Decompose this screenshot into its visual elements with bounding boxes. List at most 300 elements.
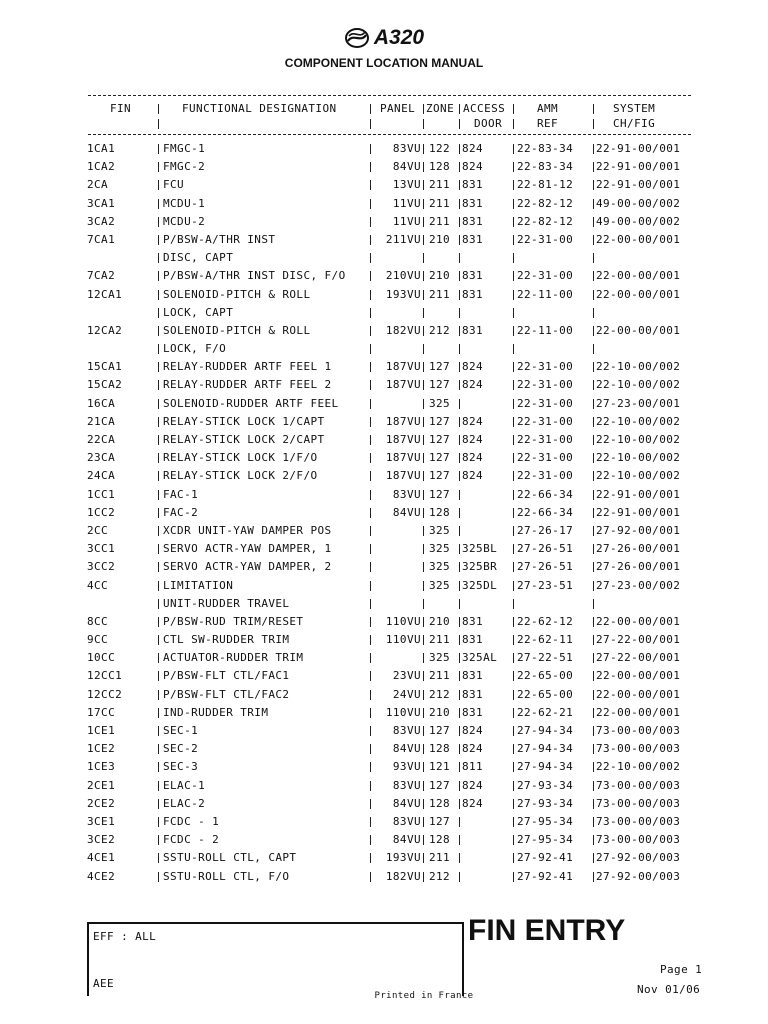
panel-cell: 187VU <box>385 378 421 392</box>
col-separator <box>513 799 514 809</box>
fin-cell: 1CA1 <box>87 142 116 155</box>
zone-cell: 211 <box>429 214 451 228</box>
col-separator <box>513 581 514 591</box>
col-separator <box>459 380 460 390</box>
table-row <box>0 288 768 306</box>
access-door-cell: 824 <box>462 414 484 428</box>
table-row <box>0 360 768 378</box>
col-separator <box>513 635 514 645</box>
col-separator <box>370 544 371 554</box>
col-zone: ZONE <box>426 102 455 115</box>
amm-ref-cell: 22-62-11 <box>517 633 574 647</box>
col-separator <box>459 690 460 700</box>
zone-cell: 127 <box>429 360 451 374</box>
col-separator <box>513 653 514 663</box>
col-separator <box>459 362 460 372</box>
col-separator <box>158 635 159 645</box>
system-chfig-cell: 22-10-00/002 <box>596 378 681 392</box>
col-separator <box>593 362 594 372</box>
col-separator <box>459 762 460 772</box>
col-separator <box>593 508 594 518</box>
system-chfig-cell: 27-92-00/003 <box>596 869 681 883</box>
zone-cell: 325 <box>429 523 451 537</box>
col-separator <box>158 508 159 518</box>
col-separator <box>513 453 514 463</box>
system-chfig-cell: 27-22-00/001 <box>596 651 681 665</box>
amm-ref-cell: 27-93-34 <box>517 796 574 810</box>
amm-ref-cell: 27-92-41 <box>517 869 574 883</box>
col-separator <box>513 180 514 190</box>
col-separator <box>459 104 460 114</box>
table-row <box>0 251 768 269</box>
col-separator <box>423 326 424 336</box>
table-row <box>0 779 768 797</box>
table-row <box>0 797 768 815</box>
access-door-cell: 824 <box>462 796 484 810</box>
zone-cell: 128 <box>429 796 451 810</box>
col-separator <box>158 144 159 154</box>
col-separator <box>423 180 424 190</box>
column-header <box>0 100 768 130</box>
col-separator <box>593 526 594 536</box>
table-row <box>0 579 768 597</box>
col-separator <box>158 453 159 463</box>
col-separator <box>459 417 460 427</box>
access-door-cell: 325BR <box>462 560 498 574</box>
access-door-cell: 824 <box>462 451 484 465</box>
table-row <box>0 415 768 433</box>
amm-ref-cell: 22-81-12 <box>517 178 574 192</box>
top-dashed-rule <box>88 95 691 96</box>
col-separator <box>158 562 159 572</box>
zone-cell: 210 <box>429 705 451 719</box>
col-separator <box>513 744 514 754</box>
col-amm: AMM <box>537 102 559 115</box>
col-separator <box>513 104 514 114</box>
col-separator <box>423 581 424 591</box>
panel-cell: 84VU <box>392 796 421 810</box>
aee-label: AEE <box>93 977 115 990</box>
amm-ref-cell: 22-62-12 <box>517 614 574 628</box>
col-separator <box>593 162 594 172</box>
amm-ref-cell: 22-82-12 <box>517 214 574 228</box>
col-separator <box>423 526 424 536</box>
access-door-cell: 831 <box>462 196 484 210</box>
access-door-cell: 325DL <box>462 578 498 592</box>
col-separator <box>158 671 159 681</box>
panel-cell: 110VU <box>385 705 421 719</box>
functional-designation-cell: FAC-1 <box>163 487 199 501</box>
col-separator <box>593 872 594 882</box>
fin-cell: 4CE2 <box>87 869 116 883</box>
table-row <box>0 178 768 196</box>
fin-cell: 15CA1 <box>87 360 123 374</box>
fin-cell: 12CA2 <box>87 323 123 337</box>
zone-cell: 212 <box>429 323 451 337</box>
col-separator <box>158 271 159 281</box>
zone-cell: 127 <box>429 487 451 501</box>
col-separator <box>423 671 424 681</box>
panel-cell: 83VU <box>392 778 421 792</box>
col-separator <box>423 344 424 354</box>
col-separator <box>459 599 460 609</box>
zone-cell: 211 <box>429 287 451 301</box>
access-door-cell: 824 <box>462 778 484 792</box>
fin-cell: 4CC <box>87 578 109 592</box>
zone-cell: 325 <box>429 578 451 592</box>
col-separator <box>423 199 424 209</box>
col-separator <box>158 690 159 700</box>
col-separator <box>158 544 159 554</box>
system-chfig-cell: 73-00-00/003 <box>596 796 681 810</box>
zone-cell: 325 <box>429 651 451 665</box>
zone-cell: 212 <box>429 869 451 883</box>
col-separator <box>459 490 460 500</box>
col-separator <box>593 817 594 827</box>
airbus-logo-icon <box>344 27 370 49</box>
col-separator <box>423 119 424 129</box>
col-separator <box>370 344 371 354</box>
col-separator <box>459 162 460 172</box>
col-separator <box>158 762 159 772</box>
col-fin: FIN <box>110 102 132 115</box>
panel-cell: 182VU <box>385 323 421 337</box>
col-separator <box>513 708 514 718</box>
table-row <box>0 615 768 633</box>
col-separator <box>593 653 594 663</box>
access-door-cell: 831 <box>462 178 484 192</box>
panel-cell: 84VU <box>392 505 421 519</box>
effectivity-label: EFF : ALL <box>93 930 157 943</box>
col-access-door: DOOR <box>474 117 503 130</box>
col-separator <box>513 562 514 572</box>
system-chfig-cell: 22-00-00/001 <box>596 269 681 283</box>
col-separator <box>423 635 424 645</box>
col-separator <box>158 471 159 481</box>
col-separator <box>459 708 460 718</box>
col-separator <box>513 144 514 154</box>
revision-date: Nov 01/06 <box>637 983 701 996</box>
amm-ref-cell: 22-83-34 <box>517 160 574 174</box>
col-separator <box>158 199 159 209</box>
fin-cell: 2CA <box>87 178 109 192</box>
panel-cell: 84VU <box>392 833 421 847</box>
panel-cell: 110VU <box>385 614 421 628</box>
col-separator <box>370 308 371 318</box>
col-separator <box>459 508 460 518</box>
access-door-cell: 325AL <box>462 651 498 665</box>
fin-cell: 10CC <box>87 651 116 665</box>
col-separator <box>513 599 514 609</box>
fin-cell: 3CA2 <box>87 214 116 228</box>
col-separator <box>459 435 460 445</box>
col-separator <box>459 817 460 827</box>
amm-ref-cell: 22-31-00 <box>517 269 574 283</box>
printed-in-label: Printed in France <box>374 991 474 1001</box>
panel-cell: 83VU <box>392 142 421 155</box>
zone-cell: 211 <box>429 851 451 865</box>
table-row <box>0 488 768 506</box>
fin-cell: 1CA2 <box>87 160 116 174</box>
zone-cell: 128 <box>429 505 451 519</box>
col-separator <box>158 417 159 427</box>
functional-designation-cell: SEC-1 <box>163 724 199 737</box>
col-separator <box>593 119 594 129</box>
col-separator <box>158 853 159 863</box>
col-separator <box>593 235 594 245</box>
col-separator <box>513 817 514 827</box>
functional-designation-cell: MCDU-1 <box>163 196 206 210</box>
zone-cell: 211 <box>429 633 451 647</box>
panel-cell: 84VU <box>392 160 421 174</box>
fin-table <box>0 142 768 888</box>
functional-designation-cell: IND-RUDDER TRIM <box>163 705 269 719</box>
col-separator <box>593 835 594 845</box>
zone-cell: 128 <box>429 160 451 174</box>
functional-designation-cell: ELAC-2 <box>163 796 206 810</box>
fin-cell: 2CE1 <box>87 778 116 792</box>
table-row <box>0 688 768 706</box>
col-separator <box>513 199 514 209</box>
system-chfig-cell: 22-00-00/001 <box>596 669 681 683</box>
system-chfig-cell: 27-23-00/002 <box>596 578 681 592</box>
col-separator <box>423 162 424 172</box>
col-separator <box>513 235 514 245</box>
fin-cell: 1CE3 <box>87 760 116 774</box>
col-separator <box>158 362 159 372</box>
zone-cell: 325 <box>429 560 451 574</box>
col-separator <box>593 399 594 409</box>
functional-designation-cell: SEC-2 <box>163 742 199 756</box>
table-row <box>0 433 768 451</box>
system-chfig-cell: 22-00-00/001 <box>596 705 681 719</box>
functional-designation-cell: SOLENOID-PITCH & ROLL <box>163 323 311 337</box>
col-separator <box>158 835 159 845</box>
col-separator <box>423 435 424 445</box>
manual-title: COMPONENT LOCATION MANUAL <box>284 56 484 70</box>
col-separator <box>423 217 424 227</box>
col-separator <box>593 799 594 809</box>
amm-ref-cell: 27-95-34 <box>517 814 574 828</box>
col-separator <box>459 399 460 409</box>
amm-ref-cell: 22-62-21 <box>517 705 574 719</box>
functional-designation-cell: FAC-2 <box>163 505 199 519</box>
col-separator <box>423 471 424 481</box>
col-separator <box>158 344 159 354</box>
col-separator <box>593 671 594 681</box>
system-chfig-cell: 49-00-00/002 <box>596 196 681 210</box>
table-row <box>0 633 768 651</box>
col-amm-ref: REF <box>537 117 559 130</box>
functional-designation-cell: ELAC-1 <box>163 778 206 792</box>
access-door-cell: 831 <box>462 323 484 337</box>
zone-cell: 127 <box>429 451 451 465</box>
functional-designation-cell: RELAY-RUDDER ARTF FEEL 2 <box>163 378 332 392</box>
col-separator <box>513 471 514 481</box>
col-separator <box>593 199 594 209</box>
col-separator <box>158 253 159 263</box>
table-row <box>0 378 768 396</box>
amm-ref-cell: 22-31-00 <box>517 469 574 483</box>
amm-ref-cell: 22-31-00 <box>517 396 574 410</box>
col-separator <box>593 344 594 354</box>
amm-ref-cell: 27-26-51 <box>517 560 574 574</box>
panel-cell: 187VU <box>385 360 421 374</box>
functional-designation-cell: SSTU-ROLL CTL, F/O <box>163 869 290 883</box>
panel-cell: 193VU <box>385 851 421 865</box>
col-separator <box>423 853 424 863</box>
col-separator <box>459 144 460 154</box>
col-panel: PANEL <box>380 102 416 115</box>
table-row <box>0 269 768 287</box>
col-separator <box>459 326 460 336</box>
col-separator <box>423 490 424 500</box>
col-separator <box>423 817 424 827</box>
zone-cell: 210 <box>429 614 451 628</box>
col-separator <box>513 253 514 263</box>
col-separator <box>158 290 159 300</box>
col-separator <box>158 380 159 390</box>
col-separator <box>158 235 159 245</box>
table-row <box>0 397 768 415</box>
system-chfig-cell: 27-23-00/001 <box>596 396 681 410</box>
col-separator <box>593 308 594 318</box>
col-separator <box>423 235 424 245</box>
system-chfig-cell: 73-00-00/003 <box>596 724 681 737</box>
access-door-cell: 831 <box>462 287 484 301</box>
col-separator <box>158 617 159 627</box>
col-separator <box>513 162 514 172</box>
col-separator <box>423 271 424 281</box>
col-separator <box>158 781 159 791</box>
access-door-cell: 824 <box>462 742 484 756</box>
col-separator <box>423 562 424 572</box>
functional-designation-cell: LOCK, CAPT <box>163 305 234 319</box>
fin-cell: 1CE2 <box>87 742 116 756</box>
col-separator <box>158 435 159 445</box>
col-separator <box>158 526 159 536</box>
amm-ref-cell: 22-31-00 <box>517 414 574 428</box>
functional-designation-cell: UNIT-RUDDER TRAVEL <box>163 596 290 610</box>
col-separator <box>593 417 594 427</box>
col-separator <box>459 271 460 281</box>
amm-ref-cell: 27-26-17 <box>517 523 574 537</box>
panel-cell: 11VU <box>392 196 421 210</box>
table-row <box>0 324 768 342</box>
col-separator <box>158 308 159 318</box>
access-door-cell: 831 <box>462 705 484 719</box>
col-separator <box>423 617 424 627</box>
amm-ref-cell: 22-31-00 <box>517 433 574 446</box>
fin-cell: 22CA <box>87 433 116 446</box>
panel-cell: 187VU <box>385 433 421 446</box>
functional-designation-cell: FCU <box>163 178 185 192</box>
col-separator <box>513 290 514 300</box>
system-chfig-cell: 22-10-00/002 <box>596 451 681 465</box>
col-separator <box>423 835 424 845</box>
col-separator <box>459 617 460 627</box>
col-separator <box>593 271 594 281</box>
col-separator <box>158 599 159 609</box>
col-separator <box>593 562 594 572</box>
fin-cell: 1CE1 <box>87 724 116 737</box>
col-separator <box>459 726 460 736</box>
col-separator <box>459 119 460 129</box>
functional-designation-cell: P/BSW-A/THR INST <box>163 232 276 246</box>
col-separator <box>459 290 460 300</box>
fin-cell: 3CA1 <box>87 196 116 210</box>
functional-designation-cell: SEC-3 <box>163 760 199 774</box>
system-chfig-cell: 73-00-00/003 <box>596 833 681 847</box>
amm-ref-cell: 22-11-00 <box>517 323 574 337</box>
system-chfig-cell: 73-00-00/003 <box>596 742 681 756</box>
col-separator <box>513 853 514 863</box>
col-separator <box>459 835 460 845</box>
access-door-cell: 325BL <box>462 542 498 556</box>
panel-cell: 211VU <box>385 232 421 246</box>
system-chfig-cell: 22-91-00/001 <box>596 487 681 501</box>
col-separator <box>158 217 159 227</box>
functional-designation-cell: FCDC - 2 <box>163 833 220 847</box>
col-separator <box>513 781 514 791</box>
panel-cell: 83VU <box>392 814 421 828</box>
access-door-cell: 824 <box>462 469 484 483</box>
zone-cell: 210 <box>429 232 451 246</box>
col-separator <box>513 344 514 354</box>
system-chfig-cell: 27-22-00/001 <box>596 633 681 647</box>
panel-cell: 187VU <box>385 414 421 428</box>
col-separator <box>459 453 460 463</box>
col-separator <box>513 217 514 227</box>
col-separator <box>423 599 424 609</box>
table-row <box>0 215 768 233</box>
col-separator <box>423 144 424 154</box>
access-door-cell: 824 <box>462 433 484 446</box>
fin-cell: 7CA1 <box>87 232 116 246</box>
panel-cell: 182VU <box>385 869 421 883</box>
zone-cell: 210 <box>429 269 451 283</box>
col-separator <box>459 199 460 209</box>
col-separator <box>593 544 594 554</box>
col-separator <box>459 471 460 481</box>
functional-designation-cell: CTL SW-RUDDER TRIM <box>163 633 290 647</box>
col-separator <box>158 490 159 500</box>
col-separator <box>593 599 594 609</box>
col-separator <box>593 435 594 445</box>
panel-cell: 210VU <box>385 269 421 283</box>
col-separator <box>158 726 159 736</box>
functional-designation-cell: SOLENOID-RUDDER ARTF FEEL <box>163 396 339 410</box>
access-door-cell: 811 <box>462 760 484 774</box>
col-separator <box>423 508 424 518</box>
system-chfig-cell: 49-00-00/002 <box>596 214 681 228</box>
col-access: ACCESS <box>463 102 506 115</box>
fin-cell: 15CA2 <box>87 378 123 392</box>
system-chfig-cell: 27-26-00/001 <box>596 560 681 574</box>
col-separator <box>593 708 594 718</box>
functional-designation-cell: ACTUATOR-RUDDER TRIM <box>163 651 304 665</box>
col-separator <box>593 253 594 263</box>
system-chfig-cell: 22-10-00/002 <box>596 760 681 774</box>
col-separator <box>593 617 594 627</box>
page-number: Page 1 <box>660 963 703 976</box>
system-chfig-cell: 27-26-00/001 <box>596 542 681 556</box>
col-separator <box>423 308 424 318</box>
col-separator <box>593 635 594 645</box>
col-separator <box>370 104 371 114</box>
amm-ref-cell: 22-65-00 <box>517 669 574 683</box>
functional-designation-cell: LIMITATION <box>163 578 234 592</box>
